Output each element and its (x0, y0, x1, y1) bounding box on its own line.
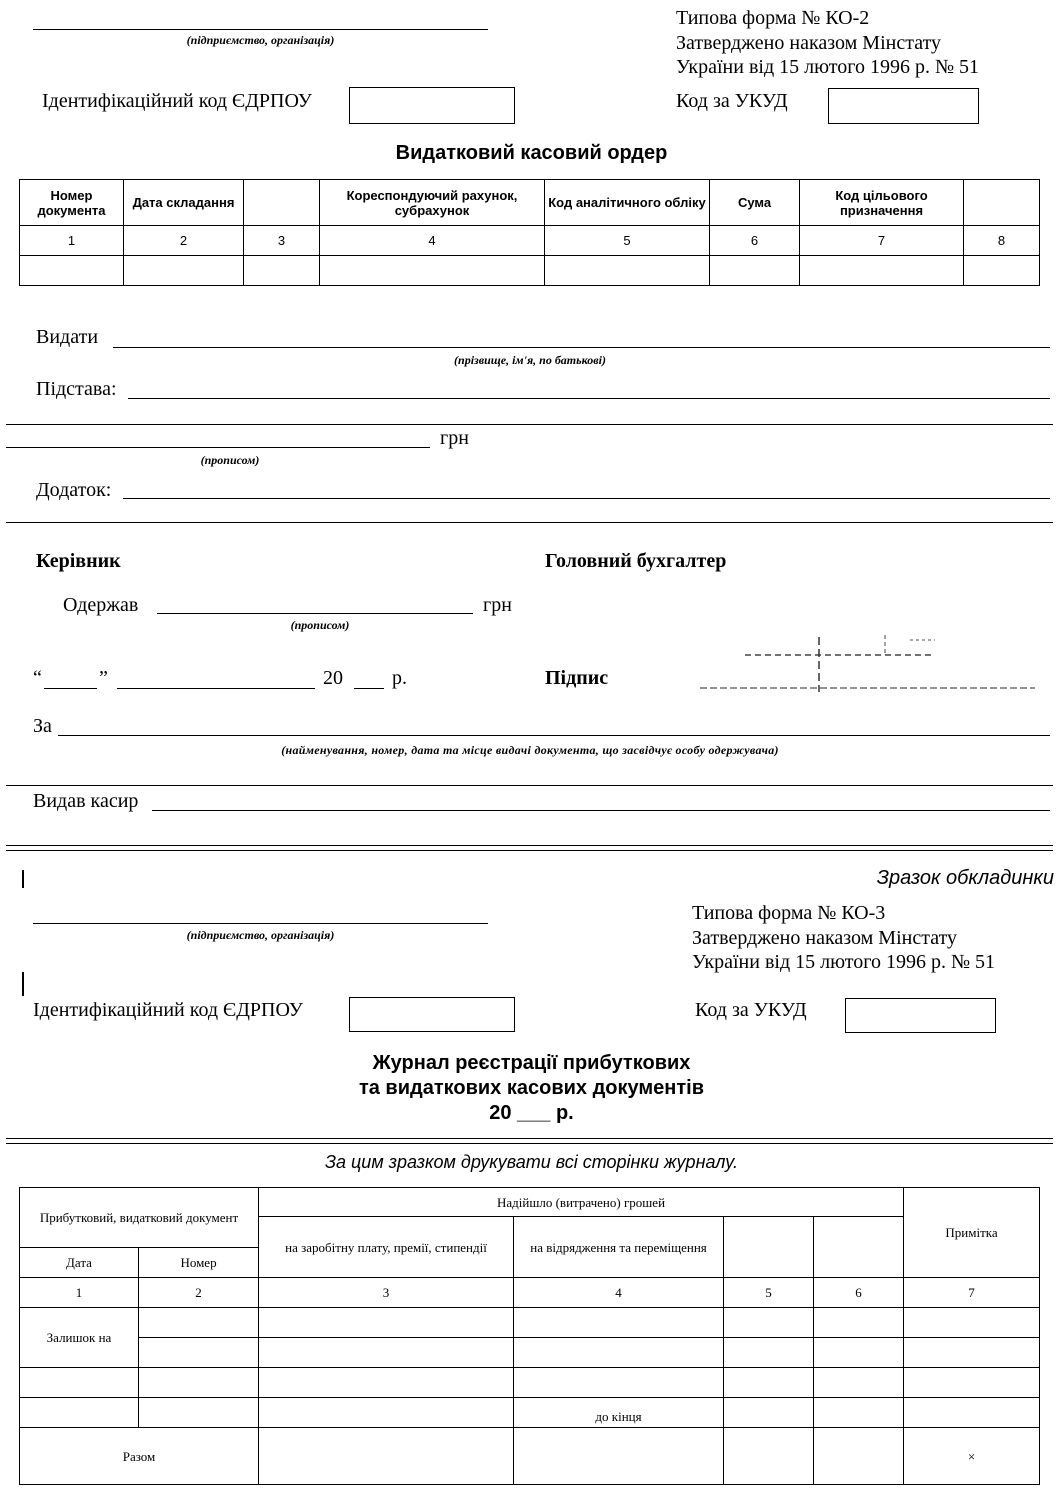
date-year-suffix: р. (392, 667, 407, 689)
col-number: 2 (139, 1278, 259, 1308)
basis-label: Підстава: (36, 378, 117, 400)
form-header-2-line-2: Затверджено наказом Мінстату (692, 926, 958, 949)
col-number: 2 (124, 226, 244, 256)
director-label: Керівник (36, 550, 121, 572)
travel-header: на відрядження та переміщення (514, 1217, 724, 1278)
input-cell[interactable] (139, 1368, 259, 1398)
input-cell[interactable] (259, 1338, 514, 1368)
journal-title-line-1: Журнал реєстрації прибуткових (372, 1052, 691, 1074)
input-cell[interactable] (904, 1308, 1040, 1338)
edrpou-field-2[interactable] (349, 997, 515, 1032)
attachment-label: Додаток: (36, 479, 112, 501)
form-header (676, 6, 979, 80)
input-cell[interactable] (814, 1308, 904, 1338)
input-cell[interactable] (904, 1398, 1040, 1428)
issue-caption: (прізвище, ім'я, по батькові) (454, 353, 606, 367)
date-open-quote: “ (33, 667, 42, 689)
total-note: × (904, 1428, 1040, 1485)
input-cell[interactable] (139, 1338, 259, 1368)
input-cell[interactable] (800, 256, 964, 286)
money-group-header: Надійшло (витрачено) грошей (259, 1188, 904, 1217)
enterprise-line-2 (33, 923, 488, 924)
input-cell[interactable] (814, 1398, 904, 1428)
received-caption: (прописом) (290, 618, 350, 632)
col-number: 8 (964, 226, 1040, 256)
print-note: За цим зразком друкувати всі сторінки журналу. (324, 1152, 739, 1172)
ukud-field[interactable] (828, 88, 979, 124)
margin-mark (22, 870, 24, 888)
edrpou-field[interactable] (349, 87, 515, 124)
basis-line-2[interactable] (6, 424, 1053, 425)
balance-label: Залишок на (20, 1308, 139, 1368)
input-cell[interactable] (710, 256, 800, 286)
in-words-caption: (прописом) (200, 453, 260, 467)
input-cell[interactable] (964, 256, 1040, 286)
input-cell[interactable] (20, 1368, 139, 1398)
header-purpose-code: Код цільового призначення (800, 180, 964, 226)
for-line-2[interactable] (6, 785, 1053, 786)
input-cell[interactable] (545, 256, 710, 286)
input-cell[interactable] (244, 256, 320, 286)
header-analytic-code: Код аналітичного обліку (545, 180, 710, 226)
number-header: Номер (139, 1248, 259, 1278)
input-cell[interactable] (514, 1338, 724, 1368)
col-6-header (814, 1217, 904, 1278)
cover-sample-label: Зразок обкладинки (876, 867, 1054, 889)
note-header: Примітка (904, 1188, 1040, 1278)
col-number: 4 (514, 1278, 724, 1308)
attachment-line[interactable] (123, 498, 1050, 499)
input-cell[interactable] (124, 256, 244, 286)
enterprise-caption-2: (підприємство, організація) (186, 928, 335, 942)
input-cell[interactable] (259, 1308, 514, 1338)
form-header-2-line-3: України від 15 лютого 1996 р. № 51 (692, 951, 996, 973)
col-number: 7 (904, 1278, 1040, 1308)
date-month-line[interactable] (117, 688, 315, 689)
ukud-label-2: Код за УКУД (695, 999, 807, 1021)
header-col-8 (964, 180, 1040, 226)
order-table (19, 179, 1040, 286)
chief-accountant-label: Головний бухгалтер (545, 550, 727, 572)
salary-header: на заробітну плату, премії, стипендії (259, 1217, 514, 1278)
col-number: 6 (710, 226, 800, 256)
col-number: 5 (545, 226, 710, 256)
form-header-2-line-1: Типова форма № КО-3 (692, 902, 886, 924)
ukud-field-2[interactable] (845, 998, 996, 1033)
col-number: 1 (20, 226, 124, 256)
input-cell[interactable] (814, 1368, 904, 1398)
for-caption: (найменування, номер, дата та місце видачі документа, що засвідчує особу одержувача) (281, 743, 779, 757)
amount-words-line[interactable] (6, 447, 430, 448)
input-cell[interactable] (724, 1338, 814, 1368)
col-number: 3 (259, 1278, 514, 1308)
issue-line[interactable] (113, 347, 1050, 348)
input-cell[interactable] (259, 1428, 514, 1485)
input-cell[interactable] (724, 1398, 814, 1428)
enterprise-line (33, 29, 488, 30)
faint-stamp-marks (695, 632, 1050, 696)
issue-label: Видати (36, 326, 99, 348)
cashier-line[interactable] (152, 810, 1050, 811)
input-cell[interactable] (904, 1368, 1040, 1398)
date-close-quote: ” (99, 667, 108, 689)
header-sum: Сума (710, 180, 800, 226)
col-number: 6 (814, 1278, 904, 1308)
col-5-header (724, 1217, 814, 1278)
input-cell[interactable] (814, 1338, 904, 1368)
received-amount-line[interactable] (157, 613, 473, 614)
input-cell[interactable] (814, 1428, 904, 1485)
journal-title-line-3: 20 ___ р. (489, 1102, 574, 1124)
input-cell[interactable] (320, 256, 545, 286)
input-cell[interactable] (514, 1308, 724, 1338)
date-year-prefix: 20 (323, 667, 343, 689)
header-date: Дата складання (124, 180, 244, 226)
total-label: Разом (20, 1428, 259, 1485)
cashier-label: Видав касир (33, 790, 139, 812)
doc-group-header: Прибутковий, видатковий документ (20, 1188, 259, 1248)
date-year-line[interactable] (354, 688, 384, 689)
input-cell[interactable] (724, 1428, 814, 1485)
signature-label: Підпис (545, 667, 609, 689)
header-col-3 (244, 180, 320, 226)
journal-title (0, 1051, 1063, 1126)
enterprise-caption: (підприємство, організація) (186, 33, 335, 47)
form-header-line-2: Затверджено наказом Мінстату (676, 31, 942, 54)
input-cell[interactable] (724, 1308, 814, 1338)
basis-line[interactable] (128, 398, 1050, 399)
journal-title-line-2: та видаткових касових документів (358, 1077, 705, 1099)
end-label: до кінця (514, 1398, 724, 1428)
uah-label: грн (440, 427, 469, 449)
edrpou-label-2: Ідентифікаційний код ЄДРПОУ (33, 999, 303, 1021)
input-cell[interactable] (20, 256, 124, 286)
journal-divider (6, 1138, 1053, 1144)
input-cell[interactable] (20, 1398, 139, 1428)
margin-mark-2 (22, 972, 24, 996)
col-number: 1 (20, 1278, 139, 1308)
form-header-line-3: України від 15 лютого 1996 р. № 51 (676, 56, 980, 78)
input-cell[interactable] (514, 1368, 724, 1398)
header-doc-number: Номер документа (20, 180, 124, 226)
col-number: 5 (724, 1278, 814, 1308)
ukud-label: Код за УКУД (676, 90, 788, 112)
attachment-line-2[interactable] (6, 522, 1053, 523)
col-number: 7 (800, 226, 964, 256)
input-cell[interactable] (139, 1308, 259, 1338)
for-line[interactable] (58, 735, 1050, 736)
input-cell[interactable] (724, 1368, 814, 1398)
header-corr-account: Кореспондуючий рахунок, субрахунок (320, 180, 545, 226)
edrpou-label: Ідентифікаційний код ЄДРПОУ (42, 90, 312, 112)
section-divider (6, 845, 1053, 851)
input-cell[interactable] (139, 1398, 259, 1428)
received-uah: грн (483, 594, 512, 616)
input-cell[interactable] (259, 1368, 514, 1398)
input-cell[interactable] (904, 1338, 1040, 1368)
for-label: За (33, 715, 52, 737)
form-header-2 (692, 901, 995, 975)
journal-table (19, 1187, 1040, 1485)
received-label: Одержав (63, 594, 139, 616)
col-number: 4 (320, 226, 545, 256)
col-number: 3 (244, 226, 320, 256)
order-title: Видатковий касовий ордер (395, 142, 668, 164)
input-cell[interactable] (259, 1398, 514, 1428)
date-header: Дата (20, 1248, 139, 1278)
date-day-line[interactable] (44, 688, 97, 689)
input-cell[interactable] (514, 1428, 724, 1485)
form-header-line-1: Типова форма № КО-2 (676, 7, 870, 29)
